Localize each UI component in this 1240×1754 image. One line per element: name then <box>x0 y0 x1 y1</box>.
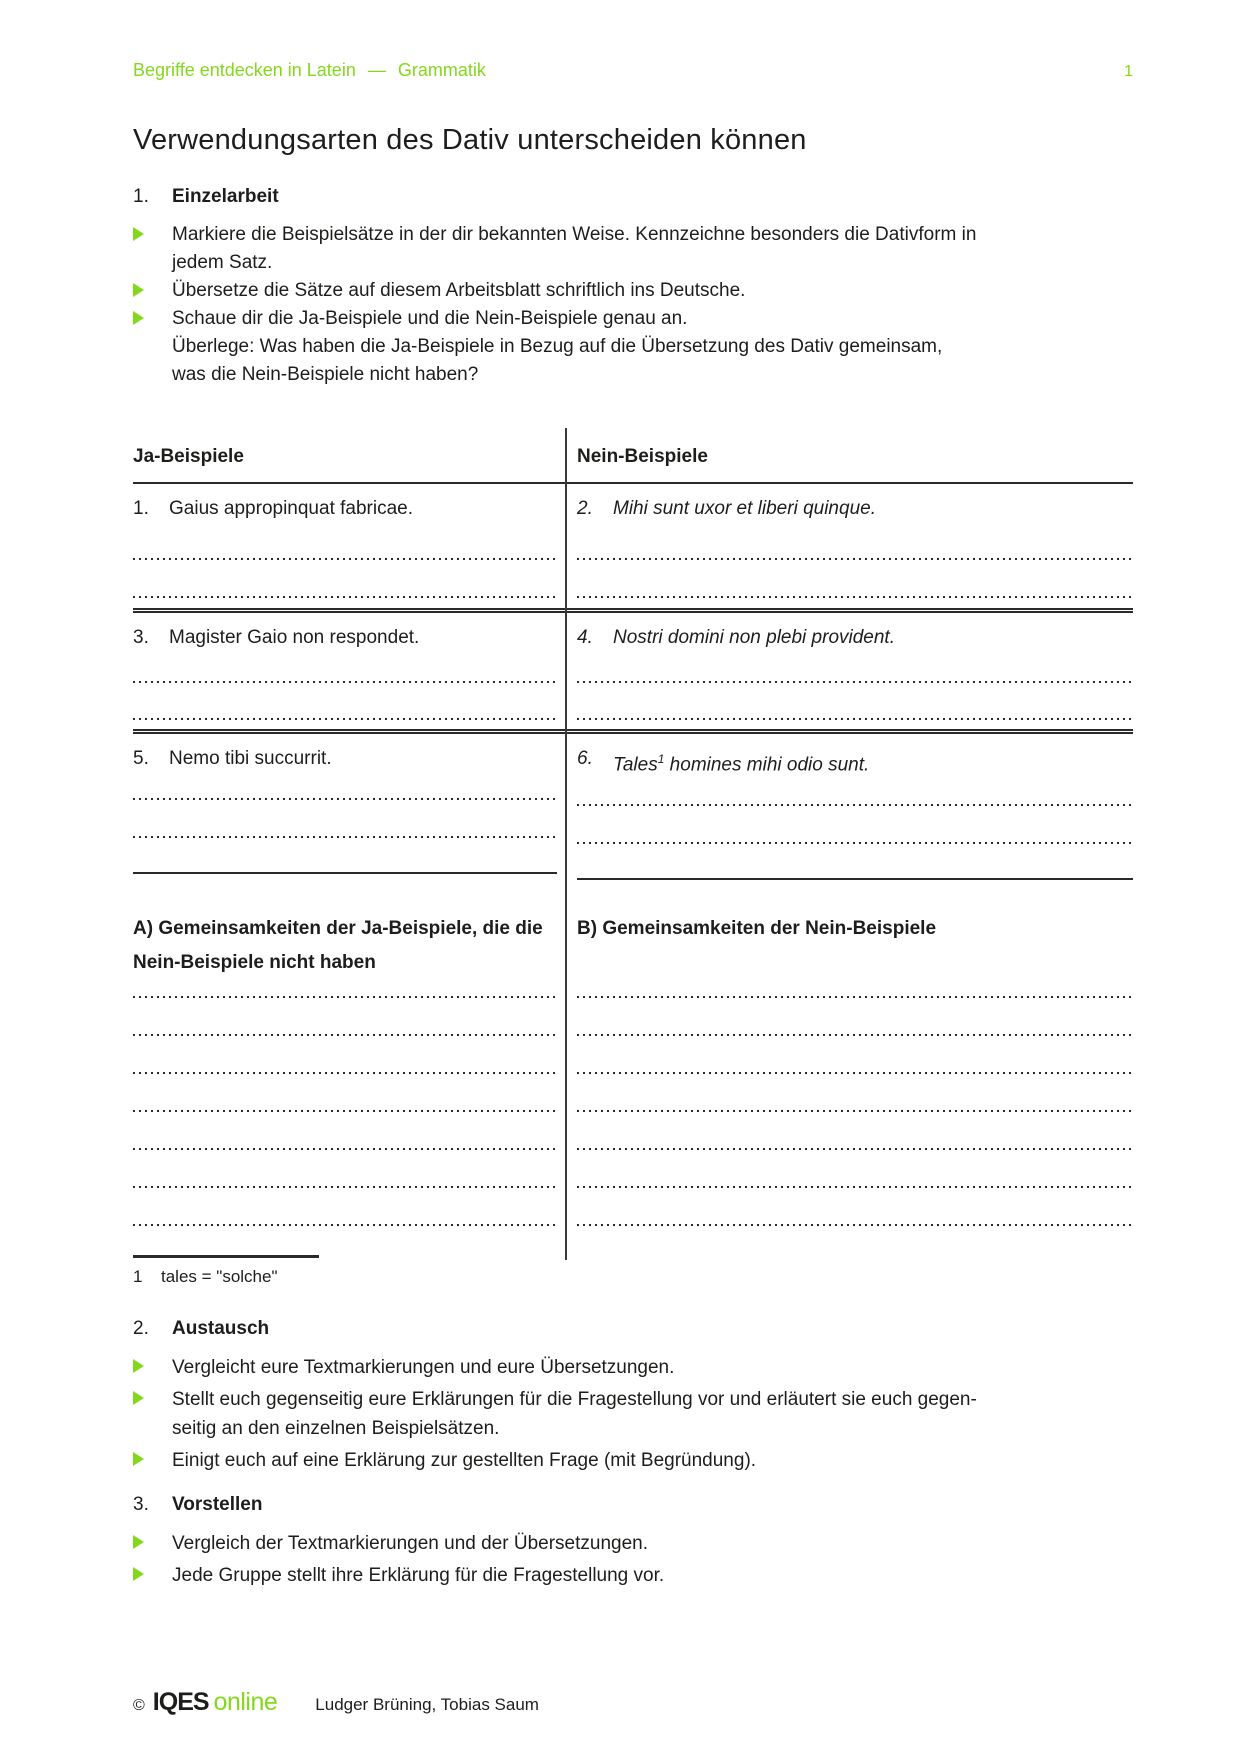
sentence-3 <box>133 625 557 651</box>
bullet-line: Einigt euch auf eine Erklärung zur gestellten Frage (mit Begründung). <box>172 1450 757 1471</box>
bullet-item <box>133 277 1133 305</box>
header-title-left: Begriffe entdecken in Latein <box>133 60 356 80</box>
sentence-number: 3. <box>133 627 149 648</box>
bullet-text <box>172 305 1133 389</box>
bullet-item <box>133 1446 1133 1475</box>
section-1-einzelarbeit <box>133 186 1133 389</box>
answer-dotted-line <box>133 1034 557 1036</box>
bullet-item <box>133 305 1133 389</box>
bullet-text <box>172 1385 1133 1443</box>
iqes-logo: IQES <box>152 1688 209 1716</box>
bullet-text <box>172 221 1133 277</box>
section-2-heading <box>133 1318 1133 1340</box>
sentence-text-part: Tales <box>613 754 658 776</box>
bullet-line: Schaue dir die Ja-Beispiele und die Nein-Beispiele genau an. <box>172 308 688 329</box>
bullet-triangle-icon <box>133 1529 172 1558</box>
answer-dotted-line <box>133 1224 557 1226</box>
section-2-number: 2. <box>133 1318 149 1339</box>
answer-dotted-line <box>577 1186 1133 1188</box>
sentence-text: Mihi sunt uxor et liberi quinque. <box>613 498 876 519</box>
bullet-item <box>133 1561 1133 1590</box>
answer-area-left <box>133 996 565 1262</box>
bullet-line: seitig an den einzelnen Beispielsätzen. <box>172 1418 500 1439</box>
bullet-triangle-icon <box>133 1561 172 1590</box>
bullet-line: Vergleicht eure Textmarkierungen und eure Übersetzungen. <box>172 1357 675 1378</box>
sentence-number: 1. <box>133 498 149 519</box>
header-title <box>133 60 486 81</box>
row-rule <box>577 878 1133 880</box>
answer-dotted-line <box>577 842 1133 844</box>
header-separator: — <box>367 60 386 80</box>
sentence-2 <box>577 496 1133 522</box>
answer-dotted-line <box>577 1224 1133 1226</box>
sentence-text: Magister Gaio non respondet. <box>169 627 420 648</box>
section-1-heading <box>133 186 1133 208</box>
bullet-text <box>172 1446 1133 1475</box>
bullet-line: jedem Satz. <box>172 252 273 273</box>
bullet-triangle-icon <box>133 1446 172 1475</box>
table-row <box>133 613 1133 734</box>
bullet-text <box>172 1353 1133 1382</box>
section-3-vorstellen <box>133 1494 1133 1593</box>
answer-dotted-line <box>577 596 1133 598</box>
answer-dotted-line <box>133 558 557 560</box>
table-row <box>133 734 1133 880</box>
document-title: Verwendungsarten des Dativ unterscheiden können <box>133 124 807 156</box>
answer-dotted-line <box>133 596 557 598</box>
page-number: 1 <box>1124 63 1133 80</box>
sentence-number: 2. <box>577 498 593 519</box>
answer-dotted-line <box>577 996 1133 998</box>
footnote <box>133 1255 319 1287</box>
answer-dotted-line <box>577 718 1133 720</box>
sentence-1 <box>133 496 557 522</box>
section-a-line: A) Gemeinsamkeiten der Ja-Beispiele, die die <box>133 918 543 940</box>
sentence-text: Nemo tibi succurrit. <box>169 748 332 769</box>
bullet-line: Jede Gruppe stellt ihre Erklärung für die Fragestellung vor. <box>172 1565 665 1586</box>
bullet-triangle-icon <box>133 1385 172 1443</box>
answer-area-row <box>133 980 1133 1262</box>
answer-area-right <box>565 996 1133 1262</box>
nein-beispiele-header: Nein-Beispiele <box>577 446 708 467</box>
answer-dotted-line <box>577 1110 1133 1112</box>
answer-dotted-line <box>577 1072 1133 1074</box>
section-3-number: 3. <box>133 1494 149 1515</box>
sentence-5 <box>133 746 557 772</box>
answer-dotted-line <box>133 1148 557 1150</box>
bullet-line: Markiere die Beispielsätze in der dir bekannten Weise. Kennzeichne besonders die Dativform in <box>172 224 977 245</box>
footnote-rule <box>133 1255 319 1258</box>
bullet-triangle-icon <box>133 305 172 389</box>
answer-dotted-line <box>577 804 1133 806</box>
bullet-line: Vergleich der Textmarkierungen und der Übersetzungen. <box>172 1533 648 1554</box>
bullet-item <box>133 221 1133 277</box>
bullet-line: Übersetze die Sätze auf diesem Arbeitsblatt schriftlich ins Deutsche. <box>172 280 746 301</box>
sentence-text: Nostri domini non plebi provident. <box>613 627 895 648</box>
page-footer <box>133 1688 539 1717</box>
bullet-triangle-icon <box>133 277 172 305</box>
answer-dotted-line <box>577 558 1133 560</box>
copyright-symbol: © <box>133 1697 145 1714</box>
table-header-row <box>133 428 1133 484</box>
bullet-line: Stellt euch gegenseitig eure Erklärungen für die Fragestellung vor und erläutert sie euch gegen- <box>172 1389 977 1410</box>
bullet-text <box>172 1529 1133 1558</box>
answer-dotted-line <box>133 1186 557 1188</box>
row-rule <box>133 872 557 874</box>
answer-dotted-line <box>133 798 557 800</box>
section-3-heading <box>133 1494 1133 1516</box>
footnote-marker: 1 <box>133 1267 143 1286</box>
bullet-text <box>172 1561 1133 1590</box>
footnote-text: tales = "solche" <box>161 1267 278 1286</box>
header-title-right: Grammatik <box>397 60 486 80</box>
answer-dotted-line <box>577 1034 1133 1036</box>
sentence-6 <box>577 746 1133 778</box>
sentence-text-part: homines mihi odio sunt. <box>664 754 870 776</box>
section-3-title: Vorstellen <box>172 1494 263 1515</box>
sentence-number: 6. <box>577 748 593 769</box>
answer-dotted-line <box>133 1072 557 1074</box>
answer-dotted-line <box>133 1110 557 1112</box>
section-b-heading: B) Gemeinsamkeiten der Nein-Beispiele <box>577 918 937 940</box>
table-row <box>133 484 1133 613</box>
column-divider <box>565 428 567 1260</box>
bullet-triangle-icon <box>133 1353 172 1382</box>
section-2-title: Austausch <box>172 1318 270 1339</box>
footnote-reference: 1 <box>657 752 665 766</box>
authors: Ludger Brüning, Tobias Saum <box>315 1695 539 1714</box>
answer-dotted-line <box>133 681 557 683</box>
page-header <box>133 60 1133 81</box>
ab-heading-row <box>133 880 1133 980</box>
answer-dotted-line <box>133 996 557 998</box>
section-a-line: Nein-Beispiele nicht haben <box>133 952 376 974</box>
sentence-number: 4. <box>577 627 593 648</box>
bullet-triangle-icon <box>133 221 172 277</box>
examples-table <box>133 428 1133 1260</box>
answer-dotted-line <box>133 836 557 838</box>
answer-dotted-line <box>133 718 557 720</box>
section-a-heading <box>133 912 565 980</box>
bullet-item <box>133 1385 1133 1443</box>
section-2-austausch <box>133 1318 1133 1478</box>
sentence-text: Gaius appropinquat fabricae. <box>169 498 413 519</box>
answer-dotted-line <box>577 1148 1133 1150</box>
sentence-number: 5. <box>133 748 149 769</box>
bullet-line: Überlege: Was haben die Ja-Beispiele in Bezug auf die Übersetzung des Dativ gemeinsam, <box>172 336 943 357</box>
section-1-title: Einzelarbeit <box>172 186 279 207</box>
sentence-text <box>613 746 869 778</box>
bullet-line: was die Nein-Beispiele nicht haben? <box>172 364 479 385</box>
bullet-item <box>133 1353 1133 1382</box>
bullet-text <box>172 277 1133 305</box>
section-1-number: 1. <box>133 186 149 207</box>
ja-beispiele-header: Ja-Beispiele <box>133 446 244 467</box>
sentence-4 <box>577 625 1133 651</box>
bullet-item <box>133 1529 1133 1558</box>
iqes-logo-online: online <box>213 1688 278 1716</box>
answer-dotted-line <box>577 681 1133 683</box>
